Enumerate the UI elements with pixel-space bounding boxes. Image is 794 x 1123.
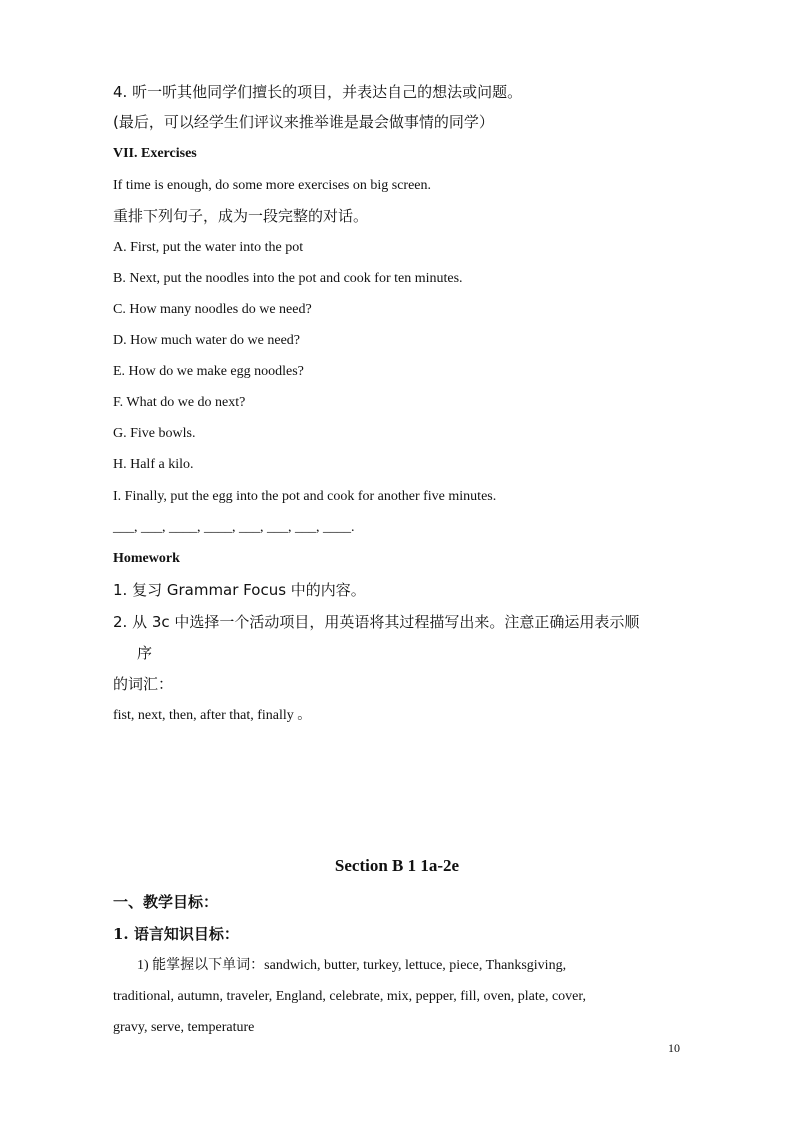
sentence-g: G. Five bowls. — [113, 426, 196, 441]
sentence-f: F. What do we do next? — [113, 395, 246, 410]
exercises-heading: VII. Exercises — [113, 146, 197, 161]
answer-blanks: ___, ___, ____, ____, ___, ___, ___, ____. — [113, 520, 355, 535]
exercise-intro: If time is enough, do some more exercises on big screen. — [113, 178, 432, 193]
homework-item-1: 1. 复习 Grammar Focus 中的内容。 — [113, 581, 366, 599]
teaching-goals-heading: 一、教学目标： — [113, 893, 219, 911]
section-title: Section B 1 1a-2e — [334, 856, 460, 875]
instruction-note: (最后，可以经学生们评议来推举谁是最会做事情的同学） — [113, 113, 494, 131]
sentence-c: C. How many noodles do we need? — [113, 302, 312, 317]
exercise-instruction: 重排下列句子，成为一段完整的对话。 — [113, 207, 369, 225]
sentence-i: I. Finally, put the egg into the pot and cook for another five minutes. — [113, 489, 497, 504]
language-goals-heading: 1. 语言知识目标： — [113, 925, 239, 943]
instruction-item-4: 4. 听一听其他同学们擅长的项目，并表达自己的想法或问题。 — [113, 83, 523, 101]
sentence-a: A. First, put the water into the pot — [113, 240, 304, 255]
sentence-e: E. How do we make egg noodles? — [113, 364, 304, 379]
vocab-line-1: 1) 能掌握以下单词：sandwich, butter, turkey, lettuce, piece, Thanksgiving, — [137, 958, 567, 973]
homework-item-2-cont2: 的词汇： — [113, 675, 174, 693]
homework-item-2: 2. 从 3c 中选择一个活动项目，用英语将其过程描写出来。注意正确运用表示顺 — [113, 613, 640, 631]
sentence-h: H. Half a kilo. — [113, 457, 194, 472]
sentence-d: D. How much water do we need? — [113, 333, 300, 348]
vocab-line-3: gravy, serve, temperature — [113, 1020, 255, 1035]
page-number: 10 — [668, 1041, 680, 1055]
homework-word-list: fist, next, then, after that, finally 。 — [113, 708, 312, 723]
sentence-b: B. Next, put the noodles into the pot and cook for ten minutes. — [113, 271, 463, 286]
homework-heading: Homework — [113, 551, 180, 566]
homework-item-2-cont: 序 — [137, 644, 153, 662]
vocab-line-2: traditional, autumn, traveler, England, celebrate, mix, pepper, fill, oven, plate, cover, — [113, 989, 586, 1004]
